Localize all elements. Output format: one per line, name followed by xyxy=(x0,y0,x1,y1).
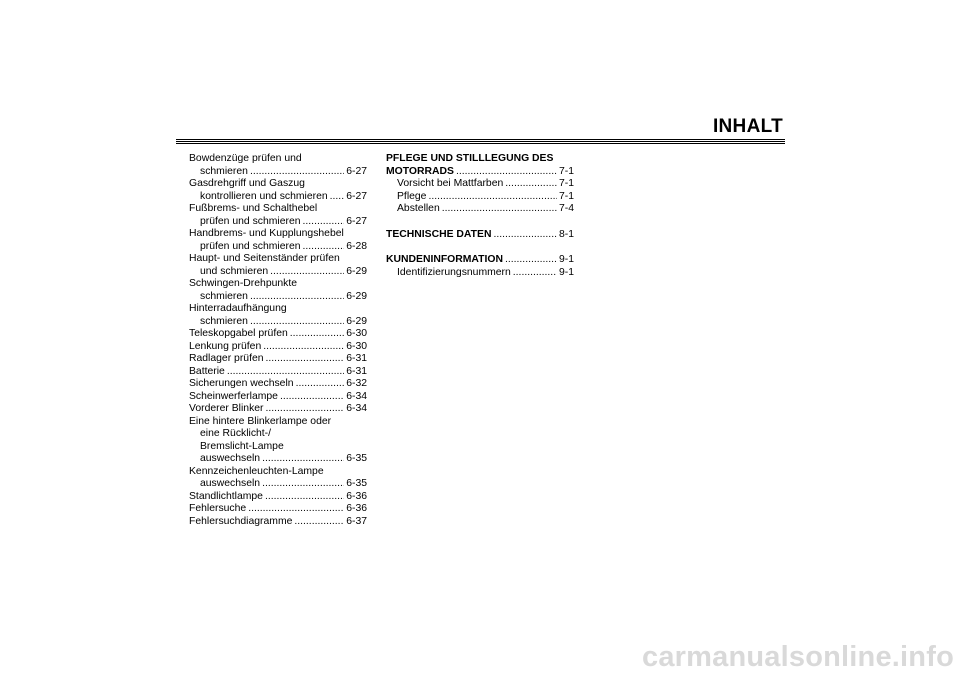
toc-entry-page: 6-28 xyxy=(346,240,367,252)
toc-leader-dots xyxy=(266,353,345,366)
toc-entry[interactable] xyxy=(386,203,574,216)
toc-entry-label: Batterie xyxy=(189,365,225,377)
toc-entry[interactable] xyxy=(189,291,367,304)
toc-leader-dots xyxy=(262,453,344,466)
toc-entry[interactable] xyxy=(189,316,367,329)
toc-entry-page: 7-1 xyxy=(558,165,574,177)
toc-entry-label: Vorderer Blinker xyxy=(189,403,264,414)
toc-leader-dots xyxy=(505,254,557,267)
toc-left-column xyxy=(189,153,367,528)
toc-heading-line: eine Rücklicht-/ xyxy=(200,428,272,439)
toc-entry-label: und schmieren xyxy=(200,265,269,277)
toc-entry-page: 6-30 xyxy=(346,340,367,352)
toc-entry-label: Teleskopgabel prüfen xyxy=(189,328,288,339)
toc-entry[interactable] xyxy=(386,178,574,191)
toc-leader-dots xyxy=(493,229,557,242)
toc-entry-label: KUNDENINFORMATION xyxy=(386,254,503,265)
toc-entry-page: 6-29 xyxy=(346,290,367,302)
toc-entry-label: schmieren xyxy=(200,290,248,302)
toc-entry-label: prüfen und schmieren xyxy=(200,240,301,252)
header-rule xyxy=(176,139,785,144)
toc-leader-dots xyxy=(270,266,344,279)
watermark: carmanualsonline.info xyxy=(642,641,954,673)
toc-entry[interactable] xyxy=(386,267,574,280)
toc-entry-page: 6-27 xyxy=(346,190,367,202)
toc-entry-label: auswechseln xyxy=(200,478,261,489)
toc-entry-page: 6-34 xyxy=(346,390,367,402)
toc-entry-page: 6-32 xyxy=(346,378,367,389)
toc-leader-dots xyxy=(266,403,345,416)
toc-leader-dots xyxy=(280,391,344,404)
toc-entry-page: 6-37 xyxy=(346,515,367,527)
toc-entry-page: 7-1 xyxy=(558,190,574,202)
toc-entry-page: 7-1 xyxy=(558,178,574,189)
toc-leader-dots xyxy=(294,516,344,529)
toc-heading-line: Haupt- und Seitenständer prüfen xyxy=(189,253,340,264)
toc-entry-page: 6-36 xyxy=(346,503,367,514)
toc-entry-page: 6-31 xyxy=(346,353,367,364)
toc-heading-line: Kennzeichenleuchten-Lampe xyxy=(189,465,324,477)
toc-entry-page: 6-35 xyxy=(346,478,367,489)
toc-leader-dots xyxy=(303,216,345,229)
toc-entry-page: 6-29 xyxy=(346,315,367,327)
toc-entry[interactable] xyxy=(189,478,367,491)
toc-entry[interactable] xyxy=(189,266,367,279)
spacer xyxy=(386,241,574,254)
toc-entry-page: 8-1 xyxy=(558,228,574,240)
toc-leader-dots xyxy=(265,491,344,504)
toc-heading-line: Gasdrehgriff und Gaszug xyxy=(189,178,305,189)
toc-entry-label: Abstellen xyxy=(397,203,440,214)
toc-entry-label: Fehlersuchdiagramme xyxy=(189,515,293,527)
toc-entry[interactable] xyxy=(189,453,367,466)
toc-entry[interactable] xyxy=(189,191,367,204)
toc-leader-dots xyxy=(227,366,344,379)
spacer xyxy=(386,216,574,229)
toc-leader-dots xyxy=(250,291,344,304)
toc-leader-dots xyxy=(303,241,345,254)
toc-heading-line: Schwingen-Drehpunkte xyxy=(189,278,298,289)
toc-leader-dots xyxy=(456,166,557,179)
toc-entry-label: Vorsicht bei Mattfarben xyxy=(397,178,504,189)
toc-entry-page: 6-36 xyxy=(346,490,367,502)
toc-entry[interactable] xyxy=(189,491,367,504)
page-title: INHALT xyxy=(712,116,783,137)
toc-leader-dots xyxy=(428,191,557,204)
toc-right-column xyxy=(386,153,574,279)
toc-entry-label: MOTORRADS xyxy=(386,165,454,177)
toc-entry[interactable] xyxy=(189,353,367,366)
toc-heading-line: Eine hintere Blinkerlampe oder xyxy=(189,415,332,427)
toc-entry-label: Standlichtlampe xyxy=(189,490,263,502)
toc-entry[interactable] xyxy=(189,241,367,254)
toc-heading-line: Handbrems- und Kupplungshebel xyxy=(189,228,344,239)
toc-entry-page: 7-4 xyxy=(558,203,574,214)
toc-heading-line: Hinterradaufhängung xyxy=(189,303,287,314)
toc-leader-dots xyxy=(263,341,344,354)
toc-entry-page: 6-29 xyxy=(346,265,367,277)
toc-entry-page: 6-27 xyxy=(346,165,367,177)
toc-entry[interactable] xyxy=(386,191,574,204)
toc-entry-label: TECHNISCHE DATEN xyxy=(386,228,492,240)
toc-entry-page: 9-1 xyxy=(558,254,574,265)
toc-entry[interactable] xyxy=(189,166,367,179)
toc-entry[interactable] xyxy=(189,216,367,229)
toc-leader-dots xyxy=(505,178,557,191)
toc-leader-dots xyxy=(442,203,557,216)
toc-entry-page: 6-27 xyxy=(346,215,367,227)
toc-leader-dots xyxy=(296,378,345,391)
toc-entry-page: 6-31 xyxy=(346,365,367,377)
toc-entry-label: schmieren xyxy=(200,315,248,327)
toc-entry[interactable] xyxy=(189,366,367,379)
toc-entry-label: Fehlersuche xyxy=(189,503,247,514)
toc-entry[interactable] xyxy=(189,391,367,404)
toc-entry-label: Identifizierungsnummern xyxy=(397,266,511,278)
toc-entry-page: 6-35 xyxy=(346,453,367,464)
toc-entry[interactable] xyxy=(189,341,367,354)
toc-leader-dots xyxy=(250,166,344,179)
toc-heading-line: Bremslicht-Lampe xyxy=(200,440,284,452)
toc-entry-page: 9-1 xyxy=(558,266,574,278)
toc-leader-dots xyxy=(250,316,344,329)
toc-heading-line: Fußbrems- und Schalthebel xyxy=(189,203,318,214)
toc-entry-label: kontrollieren und schmieren xyxy=(200,190,328,202)
toc-entry-label: Radlager prüfen xyxy=(189,353,264,364)
toc-entry[interactable] xyxy=(189,403,367,416)
toc-leader-dots xyxy=(513,267,557,280)
toc-entry-label: schmieren xyxy=(200,165,248,177)
toc-entry-label: prüfen und schmieren xyxy=(200,215,301,227)
toc-leader-dots xyxy=(262,478,344,491)
toc-entry-label: Sicherungen wechseln xyxy=(189,378,294,389)
toc-section-heading: PFLEGE UND STILLLEGUNG DES xyxy=(386,153,554,164)
toc-leader-dots xyxy=(248,503,344,516)
toc-entry-label: Pflege xyxy=(397,190,427,202)
toc-leader-dots xyxy=(330,191,345,204)
toc-entry-label: Scheinwerferlampe xyxy=(189,390,278,402)
toc-section-entry[interactable] xyxy=(386,254,574,267)
toc-entry-label: auswechseln xyxy=(200,453,261,464)
toc-entry[interactable] xyxy=(189,378,367,391)
toc-entry[interactable] xyxy=(189,516,367,529)
toc-heading-line: Bowdenzüge prüfen und xyxy=(189,153,302,164)
toc-section-entry[interactable] xyxy=(386,229,574,242)
toc-leader-dots xyxy=(290,328,344,341)
toc-section-entry[interactable] xyxy=(386,166,574,179)
toc-entry-page: 6-34 xyxy=(346,403,367,414)
toc-entry[interactable] xyxy=(189,503,367,516)
toc-entry-label: Lenkung prüfen xyxy=(189,340,262,352)
toc-entry-page: 6-30 xyxy=(346,328,367,339)
toc-entry[interactable] xyxy=(189,328,367,341)
